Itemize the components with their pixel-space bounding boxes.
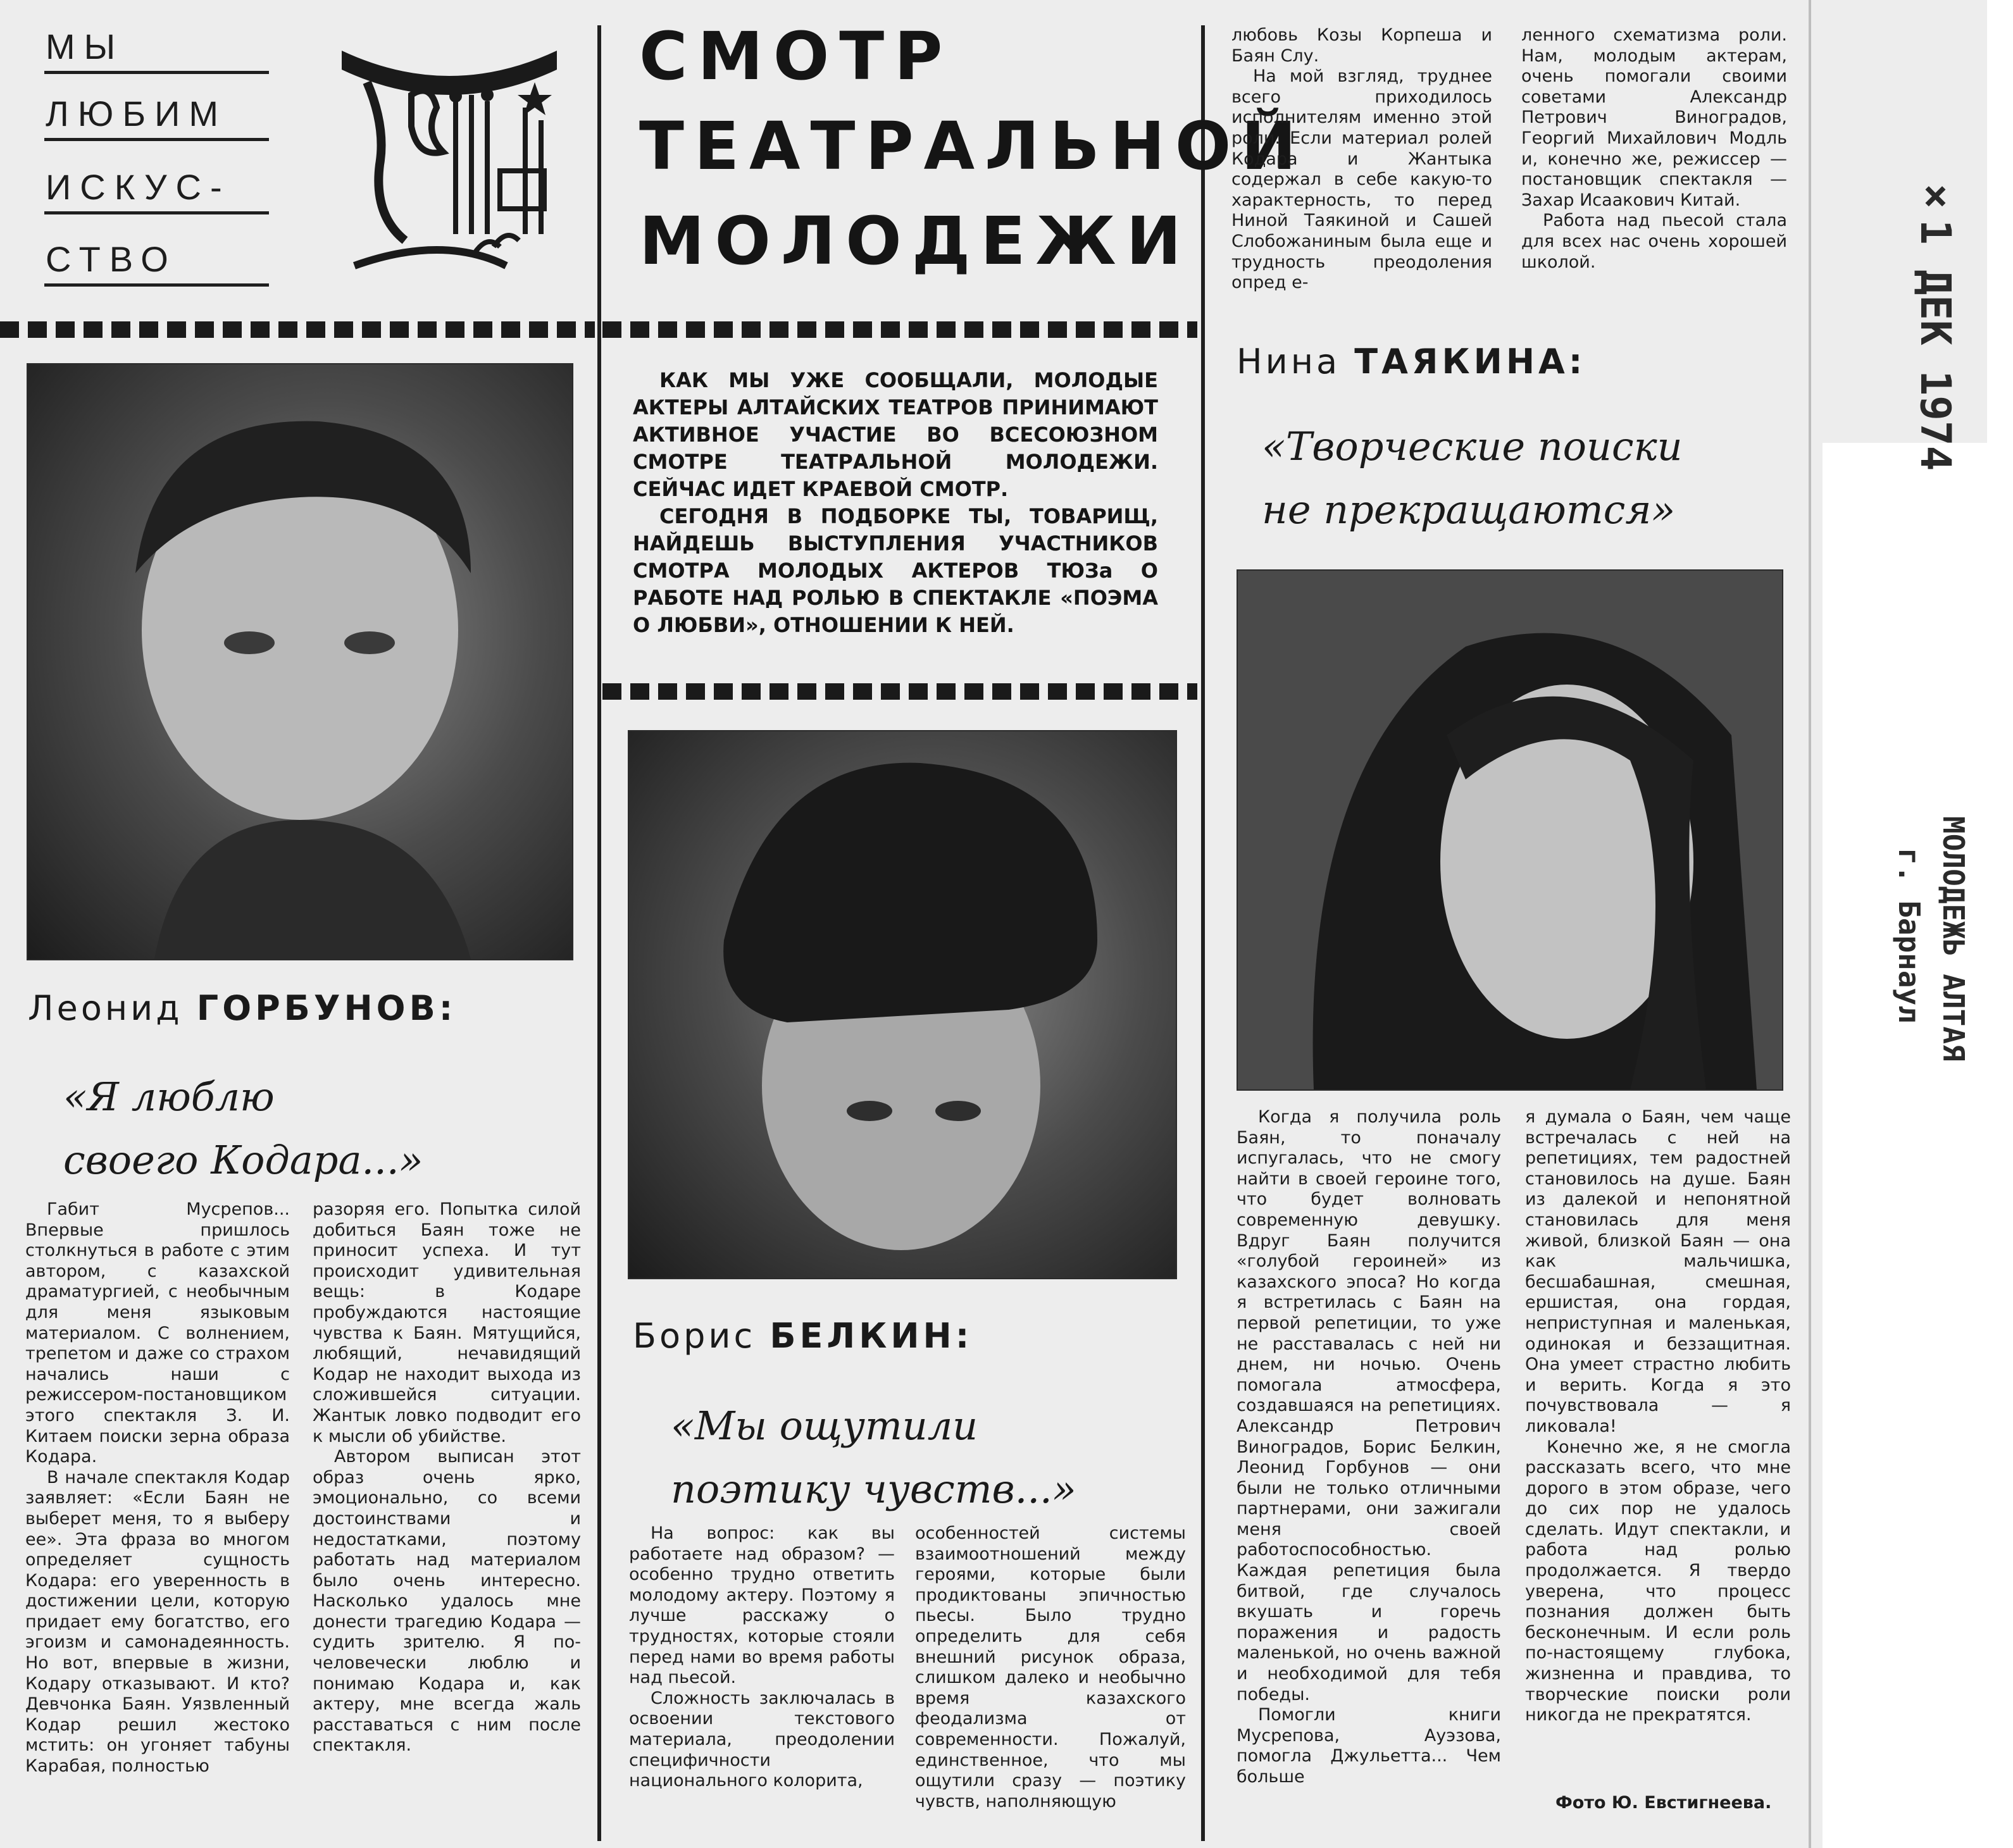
article-column <box>1231 25 1492 294</box>
author-last-name: БЕЛКИН: <box>770 1316 973 1356</box>
paragraph: разоряя его. Попытка силой добиться Баян тоже не приносит успеха. И тут происходит удивительная вещь: в Кодаре пробуждаются настоящие чувства к Баян. Мятущийся, любящий, нечавидящий Кодар не находит выхода из сложившейся ситуации. Жантык ловко подводит его к мысли об убийстве. <box>313 1200 581 1446</box>
rubric-line-3: ИСКУС- <box>46 167 231 207</box>
rubric-rule <box>44 71 269 74</box>
author-name-belkin <box>633 1316 973 1356</box>
paragraph: Автором выписан этот образ очень ярко, эмоционально, со всеми достоинствами и недостатками, поэтому работать над материалом было очень интересно. Насколько удалось мне донести трагедию Кодара — судить зрителю. Я по-человечески люблю и понимаю Кодара и, как актеру, мне всегда жаль расставаться с ним после спектакля. <box>313 1447 581 1756</box>
theatre-emblem-icon <box>316 25 582 291</box>
lead-text-2: СЕГОДНЯ В ПОДБОРКЕ ТЫ, ТОВАРИЩ, НАЙДЕШЬ ВЫСТУПЛЕНИЯ УЧАСТНИКОВ СМОТРА МОЛОДЫХ АКТЕРОВ ТЮЗа О РАБОТЕ НАД РОЛЬЮ В СПЕКТАКЛЕ «ПОЭМА О ЛЮБВИ», ОТНОШЕНИИ К НЕЙ. <box>633 504 1158 637</box>
section-divider <box>602 683 1197 700</box>
article-column <box>915 1523 1186 1812</box>
photo-credit: Фото Ю. Евстигнеева. <box>1555 1793 1772 1813</box>
article-column <box>1525 1107 1791 1726</box>
author-first-name: Борис <box>633 1316 756 1356</box>
rubric-rule <box>44 211 269 214</box>
article-column <box>313 1200 581 1756</box>
author-last-name: ГОРБУНОВ: <box>196 988 457 1028</box>
author-name-gorbunov <box>28 988 456 1028</box>
newspaper-stamp: МОЛОДЕЖЬ АЛТАЯ <box>1936 816 1971 1062</box>
rubric-line-2: ЛЮБИМ <box>46 94 227 133</box>
article-column <box>25 1200 290 1777</box>
date-stamp: ×1 ДЕК 1974 <box>1911 171 1960 471</box>
column-rule <box>597 25 601 1841</box>
clipping-cut-edge <box>1809 0 1811 1848</box>
photo-belkin <box>628 730 1177 1279</box>
author-first-name: Нина <box>1237 342 1341 381</box>
paragraph: В начале спектакля Кодар заявляет: «Если Баян не выберет меня, то я выберу ее». Эта фраза во многом определяет сущность Кодара: его уверенность в достижении цели, которую придает ему богатство, его эгоизм и самонадеянность. Но вот, впервые в жизни, Кодару отказывают. И кто? Девчонка Баян. Уязвленный Кодар решил жестоко мстить: он угоняет табуны Карабая, полностью <box>25 1467 290 1777</box>
quote-gorbunov-line-2: своего Кодара...» <box>63 1137 423 1183</box>
rubric-line-1: МЫ <box>46 27 125 66</box>
article-column <box>629 1523 895 1792</box>
quote-gorbunov-line-1: «Я люблю <box>63 1074 275 1120</box>
paragraph: Конечно же, я не смогла рассказать всего, что мне дорого в этом образе, чего до сих пор не удалось сделать. Идут спектакли, и работа над ролью продолжается. Я твердо уверена, что процесс познания должен быть бесконечным. И если роль по-настоящему глубока, жизненна и правдива, то творческие поиски роли никогда не прекратятся. <box>1525 1437 1791 1725</box>
headline-line-3: МОЛОДЕЖИ <box>639 202 1192 280</box>
article-column <box>1237 1107 1501 1788</box>
article-column <box>1521 25 1787 273</box>
quote-tayakina-line-1: «Творческие поиски <box>1262 423 1683 469</box>
rubric-rule <box>44 283 269 287</box>
author-name-tayakina <box>1237 342 1586 381</box>
photo-gorbunov <box>27 363 573 960</box>
paragraph: На вопрос: как вы работаете над образом? — особенно трудно ответить молодому актеру. Поэтому я лучше расскажу о трудностях, которые стояли перед нами во время работы над пьесой. <box>629 1523 895 1688</box>
rubric-rule <box>44 138 269 141</box>
paragraph: Габит Мусрепов... Впервые пришлось столкнуться в работе с этим автором, с казахской драматургией, с необычным для меня языковым материалом. С волнением, трепетом и даже со страхом начались наши с режиссером-постановщиком этого спектакля З. И. Китаем поиски зерна образа Кодара. <box>25 1200 290 1467</box>
paragraph: Помогли книги Мусрепова, Ауэзова, помогла Джульетта... Чем больше <box>1237 1705 1501 1787</box>
paragraph: Сложность заключалась в освоении текстового материала, преодолении специфичности национального колорита, <box>629 1688 895 1791</box>
quote-belkin-line-2: поэтику чувств...» <box>671 1466 1076 1512</box>
city-stamp: г. Барнаул <box>1892 848 1926 1023</box>
paragraph: Работа над пьесой стала для всех нас очень хорошей школой. <box>1521 211 1787 272</box>
quote-tayakina-line-2: не прекращаются» <box>1262 487 1676 533</box>
paragraph: особенностей системы взаимоотношений между героями, которые были продиктованы эпичностью пьесы. Было трудно определить для себя внешний рисунок образа, слишком далеко и необычно время казахского феодализма от современности. Пожалуй, единственное, что мы ощутили сразу — поэтику чувств, наполняющую <box>915 1523 1186 1811</box>
section-divider <box>602 321 1197 338</box>
paragraph: любовь Козы Корпеша и Баян Слу. <box>1231 25 1492 66</box>
clipping-edge <box>1823 0 1987 443</box>
photo-tayakina <box>1237 569 1783 1091</box>
headline-line-1: СМОТР <box>639 18 953 95</box>
lead-text-1: КАК МЫ УЖЕ СООБЩАЛИ, МОЛОДЫЕ АКТЕРЫ АЛТАЙСКИХ ТЕАТРОВ ПРИНИМАЮТ АКТИВНОЕ УЧАСТИЕ ВО ВСЕСОЮЗНОМ СМОТРЕ ТЕАТРАЛЬНОЙ МОЛОДЕЖИ. СЕЙЧАС ИДЕТ КРАЕВОЙ СМОТР. <box>633 368 1158 501</box>
lead-paragraph <box>633 367 1158 639</box>
author-last-name: ТАЯКИНА: <box>1354 342 1586 381</box>
paragraph: Когда я получила роль Баян, то поначалу испугалась, что не смогу найти в своей героине того, что будет волновать современную девушку. Вдруг Баян получится «голубой героиней» из казахского эпоса? Но когда я встретилась с Баян на первой репетиции, то уже не расставалась с ней ни днем, ни ночью. Очень помогала атмосфера, создавшаяся на репетициях. Александр Петрович Виноградов, Борис Белкин, Леонид Горбунов — они были не только отличными партнерами, они зажигали меня своей работоспособностью. Каждая репетиция была битвой, где случалось вкушать и горечь поражения и радость маленькой, но очень важной и необходимой для тебя победы. <box>1237 1107 1501 1704</box>
headline-line-2: ТЕАТРАЛЬНОЙ <box>639 108 1307 185</box>
author-first-name: Леонид <box>28 988 183 1028</box>
paragraph: На мой взгляд, труднее всего приходилось исполнителям именно этой роли. Если материал ролей Кодара и Жантыка содержал в себе какую-то характерность, то перед Ниной Таякиной и Сашей Слобожаниным была еще и трудность преодоления опред е- <box>1231 66 1492 293</box>
paragraph: ленного схематизма роли. Нам, молодым актерам, очень помогали своими советами Александр Петрович Виноградов, Георгий Михайлович Модль и, конечно же, режиссер — постановщик спектакля — Захар Исаакович Китай. <box>1521 25 1787 210</box>
paragraph: я думала о Баян, чем чаще встречалась с ней на репетициях, тем радостней становилось на душе. Баян из далекой и непонятной становилась для меня живой, близкой Баян — она как мальчишка, бесшабашная, смешная, ершистая, она гордая, неприступная и маленькая, одинокая и беззащитная. Она умеет страстно любить и верить. Когда я это почувствовала — я ликовала! <box>1525 1107 1791 1436</box>
rubric-line-4: СТВО <box>46 239 177 279</box>
column-rule <box>1201 25 1205 1841</box>
section-divider <box>0 321 595 338</box>
quote-belkin-line-1: «Мы ощутили <box>671 1403 978 1449</box>
